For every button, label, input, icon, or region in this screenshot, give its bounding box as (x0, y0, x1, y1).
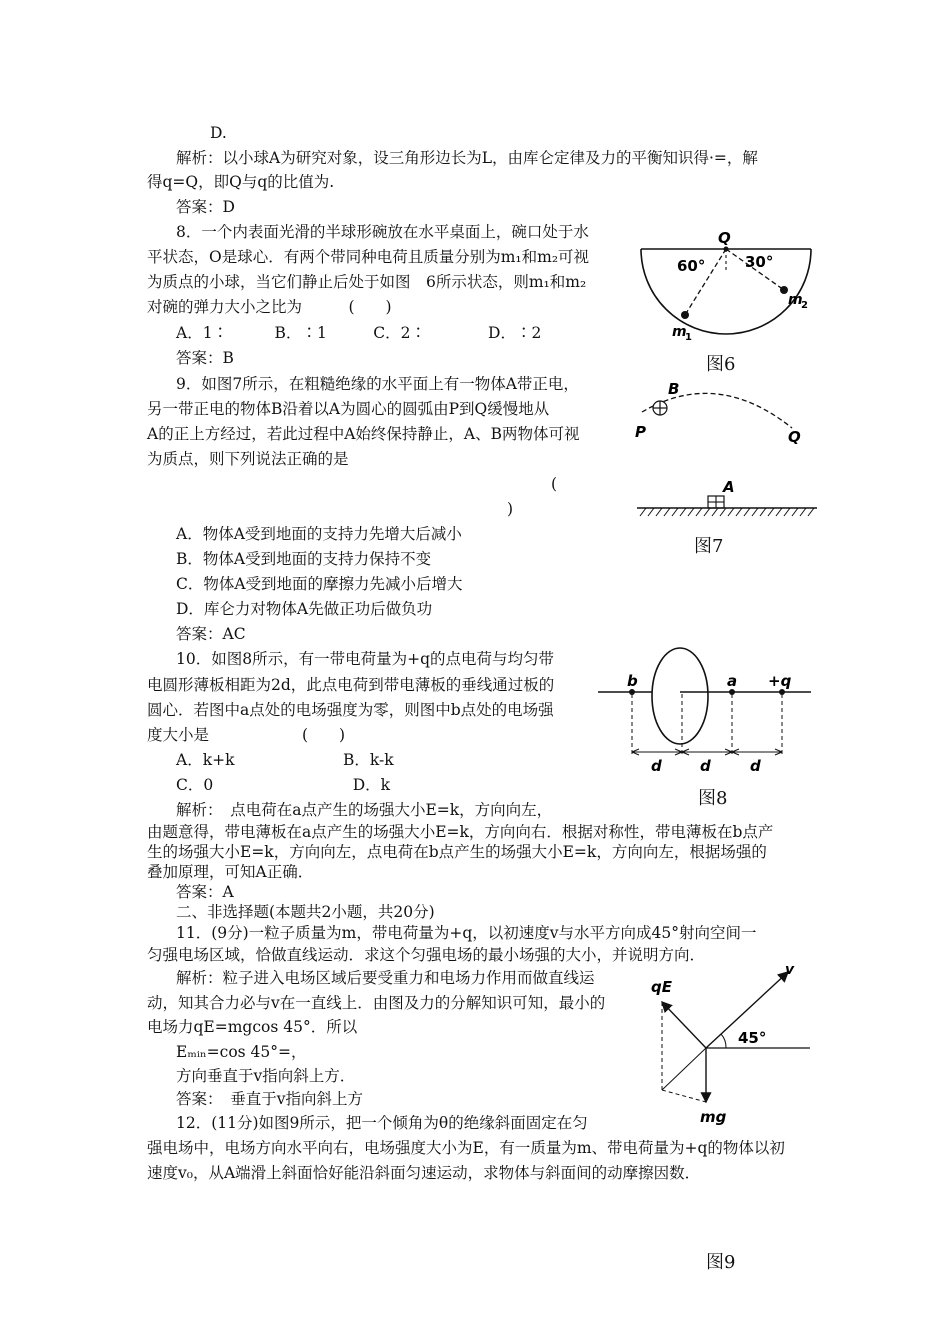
label-A: A (723, 478, 735, 496)
angle-45: 45° (738, 1029, 767, 1047)
label-qE: qE (651, 978, 672, 996)
figure-8-caption: 图8 (698, 788, 728, 809)
solution-line: 方向垂直于v指向斜上方． (176, 1067, 356, 1085)
answer-paren-close: ) (507, 500, 514, 518)
section-heading: 二、非选择题(本题共2小题，共20分) (176, 903, 435, 921)
solution-line: 生的场强大小E=k，方向向左，点电荷在b点产生的场强大小E=k，方向向左，根据场强的 (147, 843, 767, 861)
figure-7-arc (632, 376, 822, 521)
solution-line: 动，知其合力必与v在一直线上．由图及力的分解知识可知，最小的 (147, 994, 606, 1012)
question-10-options: C．0 D．k (176, 776, 391, 794)
solution-line: 解析：粒子进入电场区域后要受重力和电场力作用而做直线运 (176, 969, 595, 987)
solution-line: 得q=Q，即Q与q的比值为. (147, 173, 335, 191)
solution-line: 由题意得，带电薄板在a点产生的场强大小E=k，方向向右．根据对称性，带电薄板在b点产 (147, 823, 774, 841)
label-plus-q: +q (768, 672, 792, 690)
angle-30: 30° (745, 253, 774, 271)
figure-7-caption: 图7 (694, 536, 724, 557)
label-P: P (635, 423, 646, 441)
question-9-line: 9．如图7所示，在粗糙绝缘的水平面上有一物体A带正电， (176, 375, 579, 393)
option-d-line: D. (210, 124, 227, 142)
figure-9-caption: 图9 (706, 1252, 736, 1273)
figure-6-bowl (636, 228, 816, 343)
label-B: B (668, 380, 680, 398)
label-Q: Q (788, 428, 801, 446)
solution-line: 电场力qE=mgcos 45°．所以 (147, 1018, 358, 1036)
option-c: C．物体A受到地面的摩擦力先减小后增大 (176, 575, 463, 593)
question-10-line: 度大小是 ( ) (147, 726, 346, 744)
question-12-line: 速度v₀，从A端滑上斜面恰好能沿斜面匀速运动，求物体与斜面间的动摩擦因数． (147, 1164, 701, 1182)
figure-8-plate (596, 644, 816, 776)
question-9-line: A的正上方经过，若此过程中A始终保持静止，A、B两物体可视 (147, 425, 580, 443)
label-v: v (785, 964, 795, 978)
question-9-line: 为质点，则下列说法正确的是 (147, 450, 349, 468)
question-8-line: 对碗的弹力大小之比为 ( ) (147, 298, 392, 316)
question-12-line: 强电场中，电场方向水平向右，电场强度大小为E，有一质量为m、带电荷量为+q的物体以初 (147, 1139, 785, 1157)
question-10-line: 电圆形薄板相距为2d，此点电荷到带电薄板的垂线通过板的 (147, 676, 555, 694)
solution-line: 解析：以小球A为研究对象，设三角形边长为L，由库仑定律及力的平衡知识得·=，解 (176, 149, 758, 167)
question-11-line: 11．(9分)一粒子质量为m，带电荷量为+q，以初速度v与水平方向成45°射向空间一 (176, 924, 757, 942)
figure-6-caption: 图6 (706, 354, 736, 375)
solution-line: 叠加原理，可知A正确． (147, 863, 314, 881)
label-mg: mg (700, 1108, 727, 1126)
label-Q: Q (718, 229, 731, 247)
label-a: a (727, 672, 738, 690)
question-8-line: 8．一个内表面光滑的半球形碗放在水平桌面上，碗口处于水 (176, 223, 589, 241)
answer-line: 答案： 垂直于v指向斜上方 (176, 1090, 364, 1108)
answer-line: 答案：A (176, 883, 234, 901)
answer-line: 答案：AC (176, 625, 246, 643)
question-11-line: 匀强电场区域，恰做直线运动．求这个匀强电场的最小场强的大小，并说明方向． (147, 946, 706, 964)
answer-line: 答案：B (176, 349, 234, 367)
solution-line: Eₘᵢₙ=cos 45°=， (176, 1043, 307, 1061)
question-12-line: 12．(11分)如图9所示，把一个倾角为θ的绝缘斜面固定在匀 (176, 1114, 588, 1132)
question-10-options: A．k+k B．k-k (176, 751, 394, 769)
answer-paren-open: ( (551, 475, 558, 493)
label-m1-sub: 1 (685, 332, 692, 343)
label-m2: m (788, 292, 803, 308)
label-b: b (627, 672, 638, 690)
dist-d-2: d (700, 757, 711, 775)
figure-11-forces (648, 964, 812, 1132)
question-10-line: 圆心．若图中a点处的电场强度为零，则图中b点处的电场强 (147, 701, 554, 719)
option-a: A．物体A受到地面的支持力先增大后减小 (176, 525, 462, 543)
question-9-line: 另一带正电的物体B沿着以A为圆心的圆弧由P到Q缓慢地从 (147, 400, 550, 418)
question-8-line: 为质点的小球，当它们静止后处于如图 6所示状态，则m₁和m₂ (147, 273, 587, 291)
angle-60: 60° (677, 257, 706, 275)
option-b: B．物体A受到地面的支持力保持不变 (176, 550, 432, 568)
solution-line: 解析： 点电荷在a点产生的场强大小E=k，方向向左， (176, 801, 553, 819)
label-m1: m (672, 324, 687, 340)
dist-d-3: d (750, 757, 761, 775)
question-10-line: 10．如图8所示，有一带电荷量为+q的点电荷与均匀带 (176, 650, 554, 668)
label-m2-sub: 2 (801, 300, 808, 311)
option-d: D．库仑力对物体A先做正功后做负功 (176, 600, 433, 618)
answer-line: 答案：D (176, 198, 235, 216)
dist-d-1: d (651, 757, 662, 775)
question-8-options: A．1∶ B．∶1 C．2∶ D．∶2 (176, 324, 542, 342)
question-8-line: 平状态，O是球心．有两个带同种电荷且质量分别为m₁和m₂可视 (147, 248, 590, 266)
